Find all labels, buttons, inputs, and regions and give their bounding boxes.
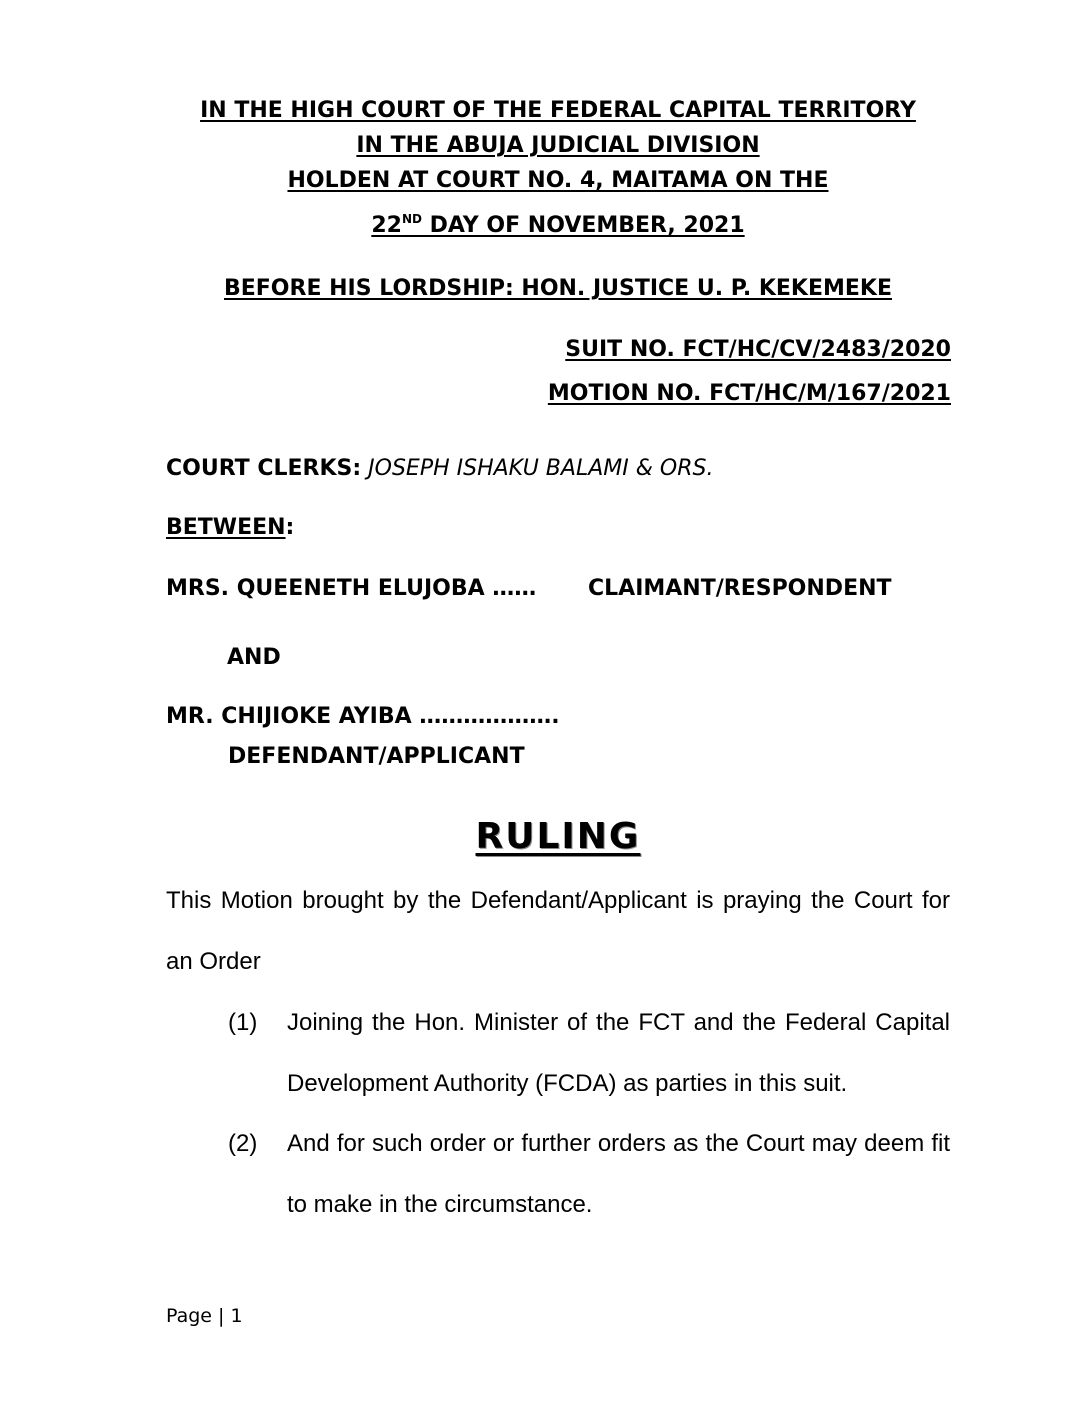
judicial-division: IN THE ABUJA JUDICIAL DIVISION — [356, 133, 760, 158]
claimant-line — [166, 576, 892, 601]
court-clerks-names: JOSEPH ISHAKU BALAMI & ORS. — [368, 456, 714, 481]
prayer-item — [228, 1113, 950, 1235]
motion-number: MOTION NO. FCT/HC/M/167/2021 — [547, 381, 951, 406]
defendant-role: DEFENDANT/APPLICANT — [228, 744, 525, 769]
prayer-text: Joining the Hon. Minister of the FCT and the Federal Capital Development Authority (FCDA) as parties in this suit. — [287, 1009, 950, 1097]
date-rest: DAY OF NOVEMBER, 2021 — [421, 213, 745, 238]
court-title: IN THE HIGH COURT OF THE FEDERAL CAPITAL TERRITORY — [200, 98, 916, 123]
between-colon: : — [285, 515, 295, 540]
between-heading — [166, 515, 294, 540]
and-separator: AND — [227, 645, 281, 670]
prayer-number: (2) — [228, 1130, 258, 1157]
ruling-date — [14, 212, 1088, 238]
prayer-number: (1) — [228, 1009, 258, 1036]
date-day: 22 — [371, 213, 402, 238]
suit-number: SUIT NO. FCT/HC/CV/2483/2020 — [565, 337, 951, 362]
claimant-role: CLAIMANT/RESPONDENT — [588, 576, 892, 601]
presiding-judge: BEFORE HIS LORDSHIP: HON. JUSTICE U. P. KEKEMEKE — [223, 276, 892, 301]
court-clerks-label: COURT CLERKS: — [166, 456, 362, 481]
claimant-name: MRS. QUEENETH ELUJOBA …… — [166, 576, 537, 601]
prayer-item — [228, 992, 950, 1114]
date-ordinal-suffix: ND — [401, 212, 422, 226]
page-number: Page | 1 — [166, 1305, 243, 1327]
ruling-intro-paragraph: This Motion brought by the Defendant/Applicant is praying the Court for an Order — [166, 887, 950, 975]
court-clerks — [166, 456, 713, 481]
between-label: BETWEEN — [166, 515, 286, 540]
court-location: HOLDEN AT COURT NO. 4, MAITAMA ON THE — [287, 168, 829, 193]
prayer-text: And for such order or further orders as the Court may deem fit to make in the circumstance. — [287, 1130, 950, 1218]
defendant-name: MR. CHIJIOKE AYIBA ………………. — [166, 704, 560, 729]
ruling-title: RULING — [475, 816, 641, 857]
